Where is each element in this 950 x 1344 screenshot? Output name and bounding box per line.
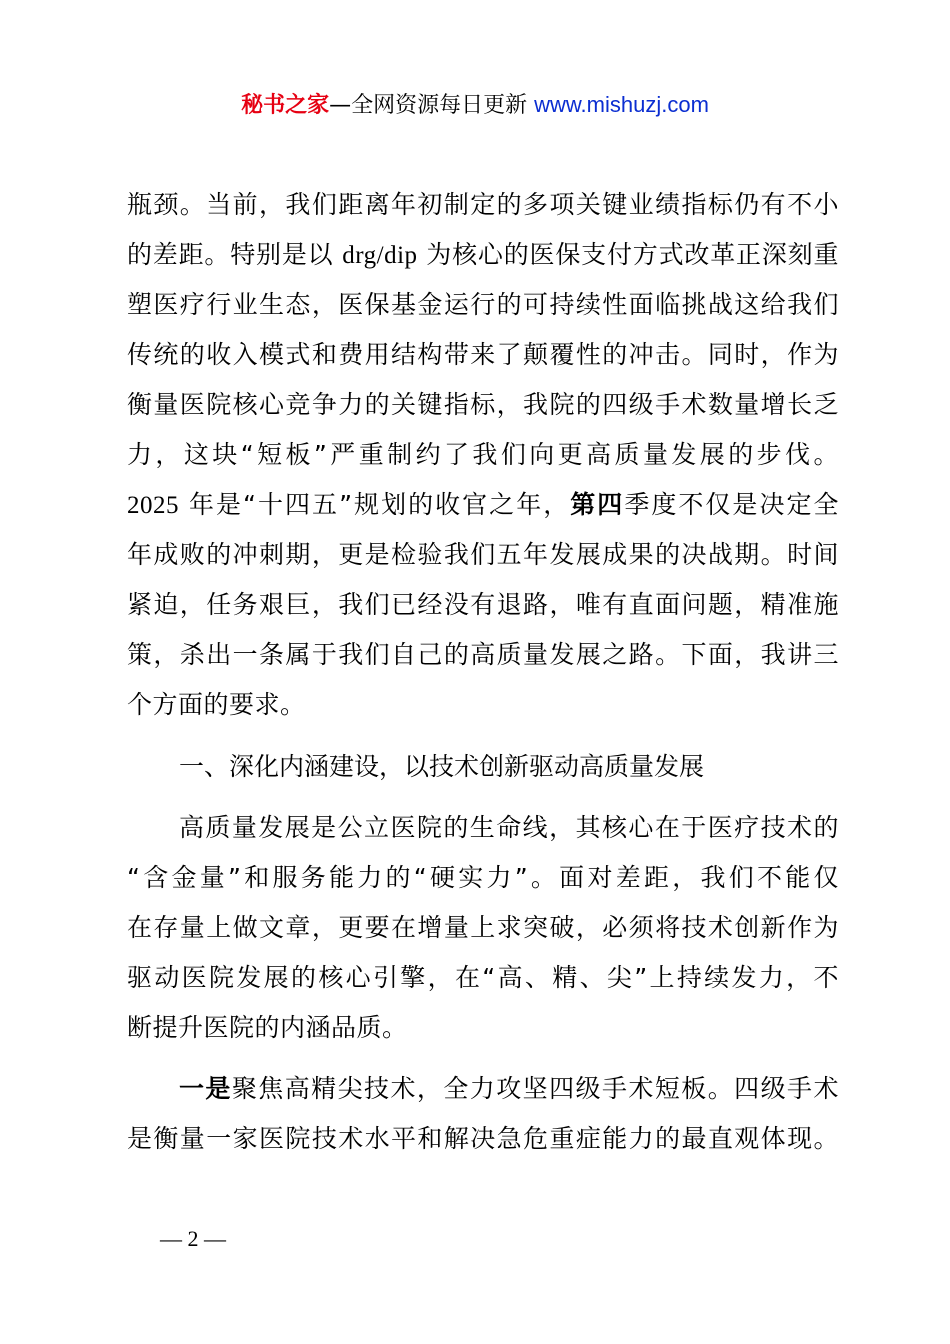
section-heading: 一、深化内涵建设，以技术创新驱动高质量发展 [179,752,705,781]
text-line [127,480,839,530]
text-line: 驱动医院发展的核心引擎，在“高、精、尖”上持续发力，不 [127,963,839,992]
emphasis-text: 第四 [570,490,625,519]
header-slogan: —全网资源每日更新 [329,93,535,118]
text-line: 力，这块“短板”严重制约了我们向更高质量发展的步伐。 [127,440,839,469]
text-line: 塑医疗行业生态，医保基金运行的可持续性面临挑战这给我们 [127,290,839,319]
text-line [127,1064,839,1114]
text-line [127,230,839,280]
text-line: 紧迫，任务艰巨，我们已经没有退路，唯有直面问题，精准施 [127,590,839,619]
text-line: 年成败的冲刺期，更是检验我们五年发展成果的决战期。时间 [127,540,839,569]
page-number: — 2 — [160,1226,226,1251]
text-line: 策，杀出一条属于我们自己的高质量发展之路。下面，我讲三 [127,640,839,669]
text-line: 衡量医院核心竞争力的关键指标，我院的四级手术数量增长乏 [127,390,839,419]
text-line: 传统的收入模式和费用结构带来了颠覆性的冲击。同时，作为 [127,340,839,369]
text-segment: 为核心的医保支付方式改革正深刻重 [426,240,839,269]
text-segment: 的差距。特别是以 [127,240,334,269]
text-segment: 聚焦高精尖技术，全力攻坚四级手术短板。四级手术 [231,1074,839,1103]
text-line: 是衡量一家医院技术水平和解决急危重症能力的最直观体现。 [127,1124,839,1153]
site-header [0,88,950,123]
year-number: 2025 [127,492,179,519]
text-line: 瓶颈。当前，我们距离年初制定的多项关键业绩指标仍有不小 [127,190,839,219]
text-line: 个方面的要求。 [127,690,306,719]
text-line: 断提升医院的内涵品质。 [127,1013,408,1042]
text-segment: 季度不仅是决定全 [624,490,839,519]
drg-dip-term: drg/dip [342,242,418,269]
paragraph-point-one [127,1064,839,1164]
text-line: 高质量发展是公立医院的生命线，其核心在于医疗技术的 [179,813,839,842]
header-url-link[interactable]: www.mishuzj.com [534,92,709,117]
paragraph-quality [127,803,839,1053]
text-line: “含金量”和服务能力的“硬实力”。面对差距，我们不能仅 [127,863,839,892]
text-segment: 年是“十四五”规划的收官之年， [188,490,571,519]
header-brand: 秘书之家 [241,93,330,118]
paragraph-intro [127,180,839,730]
text-line: 在存量上做文章，更要在增量上求突破，必须将技术创新作为 [127,913,839,942]
point-lead: 一是 [179,1074,232,1103]
